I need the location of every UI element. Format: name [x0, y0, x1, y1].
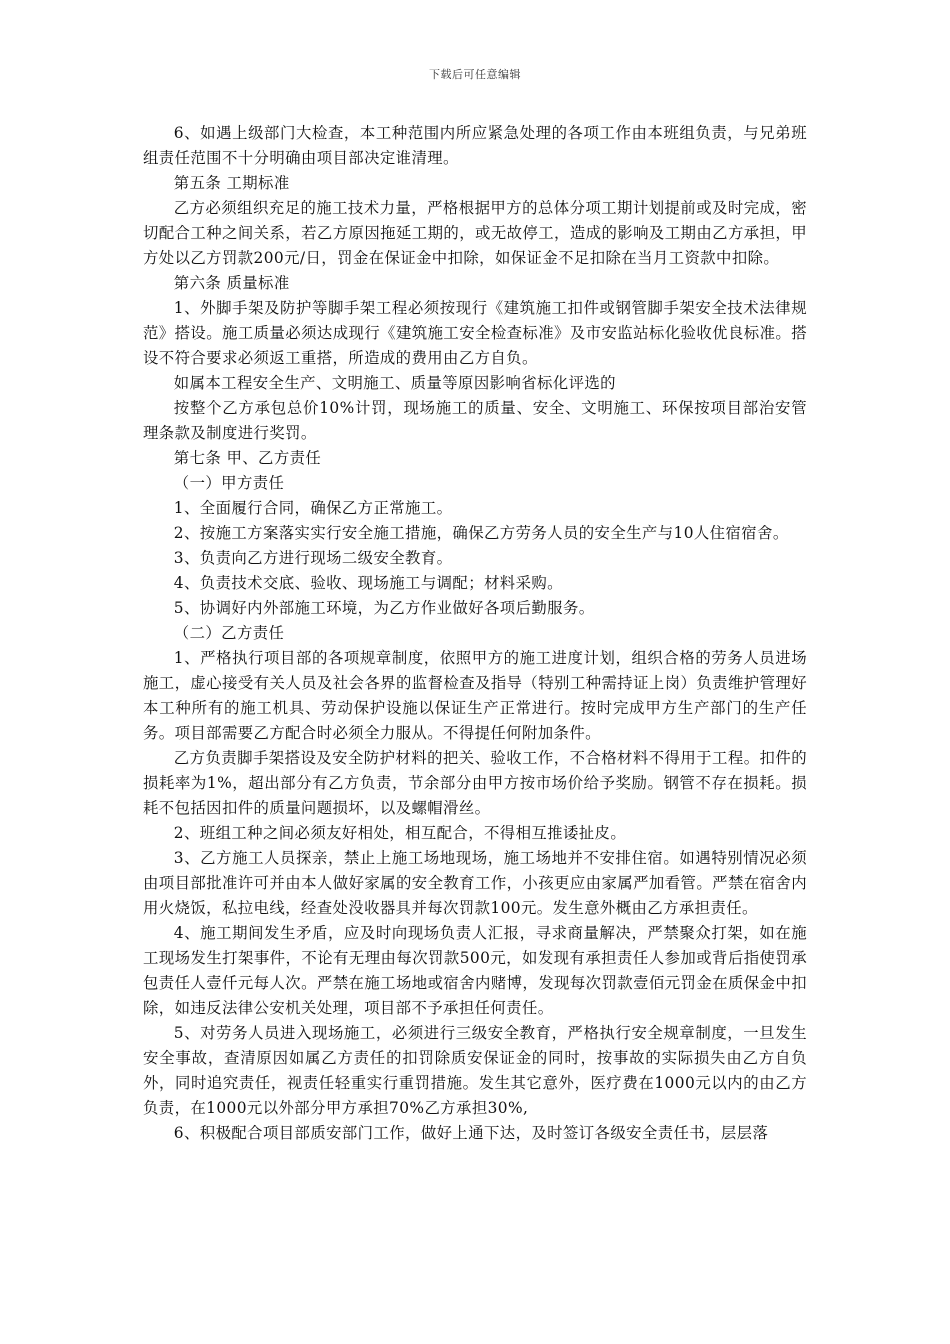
paragraph: 1、全面履行合同，确保乙方正常施工。	[173, 499, 453, 517]
section-heading: 第六条 质量标准	[173, 274, 290, 292]
paragraph: 2、按施工方案落实实行安全施工措施，确保乙方劳务人员的安全生产与10人住宿宿舍。	[173, 524, 789, 542]
page-header: 下载后可任意编辑	[429, 68, 521, 81]
paragraph: 4、施工期间发生矛盾，应及时向现场负责人汇报，寻求商量解决，严禁聚众打架，如在施工现场发生打架事件，不论有无理由每次罚款500元，如发现有承担责任人参加或背后指使罚承包责任人壹仟元每人次。严禁在施工场地或宿舍内赌博，发现每次罚款壹佰元罚金在质保金中扣除，如违反法律公安机关处理，项目部不予承担任何责任。	[143, 924, 807, 1017]
paragraph: 4、负责技术交底、验收、现场施工与调配；材料采购。	[173, 574, 563, 592]
paragraph: 3、负责向乙方进行现场二级安全教育。	[173, 549, 453, 567]
subsection-heading: （一）甲方责任	[173, 474, 285, 492]
paragraph: 1、严格执行项目部的各项规章制度，依照甲方的施工进度计划，组织合格的劳务人员进场施工，虚心接受有关人员及社会各界的监督检查及指导（特别工种需持证上岗）负责维护管理好本工种所有的施工机具、劳动保护设施以保证生产正常进行。按时完成甲方生产部门的生产任务。项目部需要乙方配合时必须全力服从。不得提任何附加条件。	[143, 649, 807, 742]
paragraph: 乙方负责脚手架搭设及安全防护材料的把关、验收工作，不合格材料不得用于工程。扣件的损耗率为1%，超出部分有乙方负责，节余部分由甲方按市场价给予奖励。钢管不存在损耗。损耗不包括因扣件的质量问题损坏，以及螺帽滑丝。	[143, 749, 807, 817]
paragraph: 1、外脚手架及防护等脚手架工程必须按现行《建筑施工扣件或钢管脚手架安全技术法律规范》搭设。施工质量必须达成现行《建筑施工安全检查标准》及市安监站标化验收优良标准。搭设不符合要求必须返工重搭，所造成的费用由乙方自负。	[143, 299, 807, 367]
paragraph: 5、协调好内外部施工环境，为乙方作业做好各项后勤服务。	[173, 599, 595, 617]
section-heading: 第五条 工期标准	[173, 174, 290, 192]
paragraph: 乙方必须组织充足的施工技术力量，严格根据甲方的总体分项工期计划提前或及时完成，密切配合工种之间关系，若乙方原因拖延工期的，或无故停工，造成的影响及工期由乙方承担，甲方处以乙方罚款200元/日，罚金在保证金中扣除，如保证金不足扣除在当月工资款中扣除。	[143, 199, 807, 267]
subsection-heading: （二）乙方责任	[173, 624, 285, 642]
paragraph: 2、班组工种之间必须友好相处，相互配合，不得相互推诿扯皮。	[173, 824, 627, 842]
paragraph: 6、如遇上级部门大检查，本工种范围内所应紧急处理的各项工作由本班组负责，与兄弟班组责任范围不十分明确由项目部决定谁清理。	[143, 124, 807, 167]
paragraph: 3、乙方施工人员探亲，禁止上施工场地现场，施工场地并不安排住宿。如遇特别情况必须由项目部批准许可并由本人做好家属的安全教育工作，小孩更应由家属严加看管。严禁在宿舍内用火烧饭，私拉电线，经查处没收器具并每次罚款100元。发生意外概由乙方承担责任。	[143, 849, 807, 917]
paragraph: 5、对劳务人员进入现场施工，必须进行三级安全教育，严格执行安全规章制度，一旦发生安全事故，查清原因如属乙方责任的扣罚除质安保证金的同时，按事故的实际损失由乙方自负外，同时追究责任，视责任轻重实行重罚措施。发生其它意外，医疗费在1000元以内的由乙方负责，在1000元以外部分甲方承担70%乙方承担30%,	[143, 1024, 807, 1117]
paragraph: 如属本工程安全生产、文明施工、质量等原因影响省标化评选的	[173, 374, 616, 392]
section-heading: 第七条 甲、乙方责任	[173, 449, 322, 467]
paragraph: 按整个乙方承包总价10%计罚，现场施工的质量、安全、文明施工、环保按项目部治安管理条款及制度进行奖罚。	[143, 399, 807, 442]
paragraph: 6、积极配合项目部质安部门工作，做好上通下达，及时签订各级安全责任书，层层落	[173, 1124, 769, 1142]
document-body	[143, 121, 807, 1146]
